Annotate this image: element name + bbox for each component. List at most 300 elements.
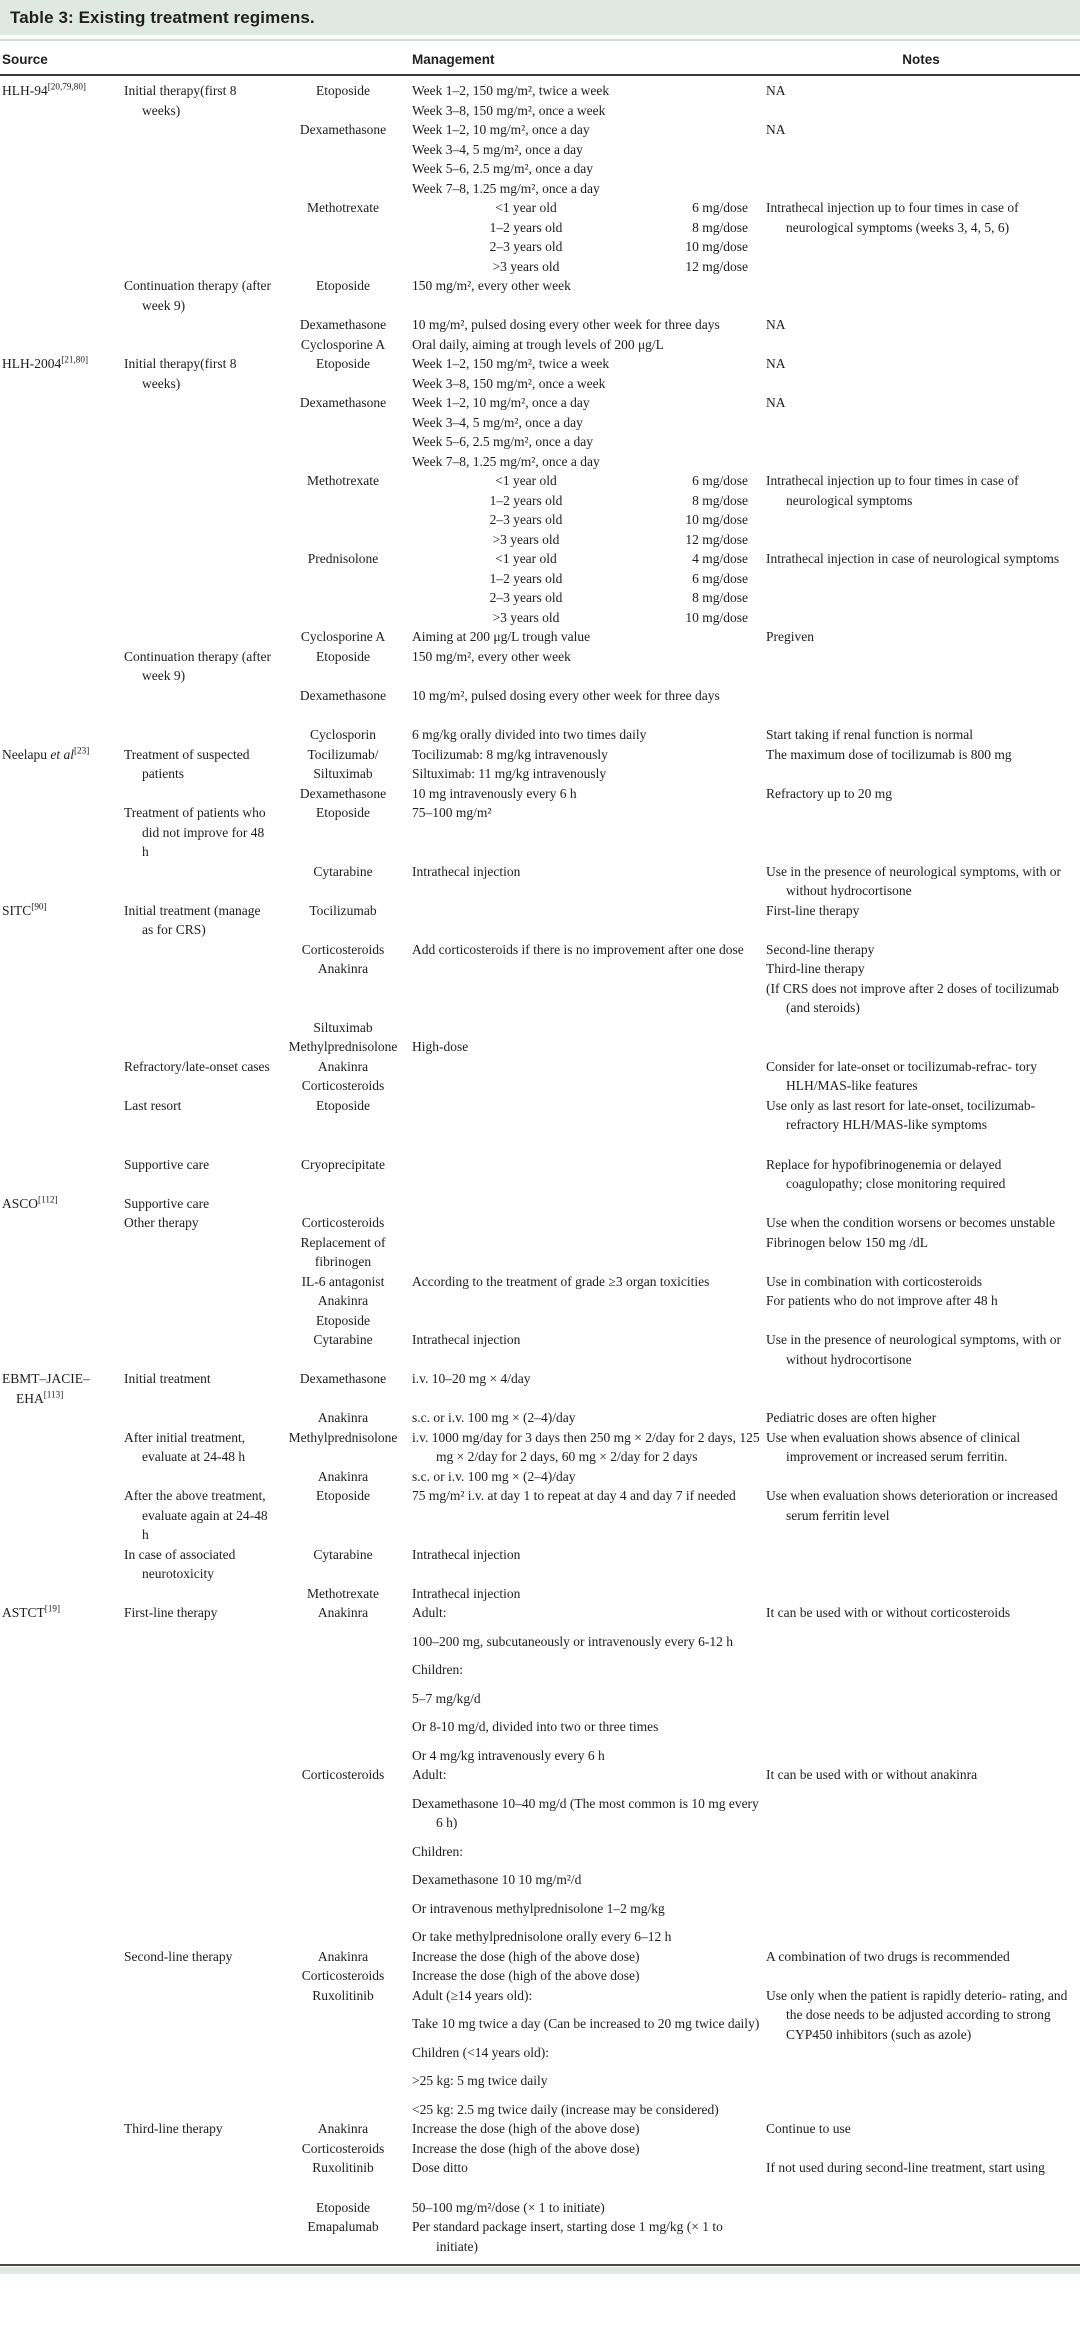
notes-cell (766, 2139, 1076, 2159)
notes-cell (766, 471, 1076, 549)
age-label: <1 year old (495, 551, 557, 566)
note-text: Use in combination with corticosteroids (766, 1273, 982, 1289)
management-cell (412, 1408, 760, 1428)
source-cell (2, 1291, 118, 1311)
drug-name: Anakinra (317, 1410, 369, 1425)
management-text: Or 4 mg/kg intravenously every 6 h (412, 1747, 605, 1763)
source-cell (2, 549, 118, 627)
management-text: 150 mg/m², every other week (412, 648, 571, 664)
notes-cell (766, 784, 1076, 804)
drug-name: Dexamethasone (299, 687, 387, 703)
source-cell: ASCO[112] (2, 1194, 58, 1211)
source-cell (2, 627, 118, 647)
phase-cell (124, 1291, 274, 1311)
drug-name: Prednisolone (307, 551, 379, 566)
source-cell (2, 2158, 118, 2178)
drug-name: Methotrexate (307, 200, 379, 215)
column-header-management: Management (412, 52, 495, 67)
drug-cell (280, 1213, 406, 1233)
phase-cell: After the above treatment, evaluate again at 24-48 h (124, 1488, 268, 1542)
management-text: Children: (412, 1843, 463, 1859)
table-row (2, 1947, 1078, 1967)
note-text: Use only when the patient is rapidly deterio- rating, and the dose needs to be adjusted according to strong CYP450 inhibitors (such as azole) (766, 1987, 1068, 2042)
management-text: s.c. or i.v. 100 mg × (2–4)/day (412, 1410, 576, 1425)
table-row (2, 745, 1078, 784)
dose-value: 6 mg/dose (692, 570, 748, 586)
table-row (2, 1545, 1078, 1584)
source-reference: [90] (31, 901, 47, 911)
management-text: According to the treatment of grade ≥3 organ toxicities (412, 1273, 710, 1289)
management-text: Increase the dose (high of the above dose) (412, 1948, 640, 1964)
drug-name: fibrinogen (314, 1254, 372, 1269)
notes-cell (766, 647, 1076, 686)
management-text: Tocilizumab: 8 mg/kg intravenously (412, 746, 608, 762)
phase-cell (124, 1986, 274, 2120)
source-reference: [19] (44, 1603, 61, 1614)
phase-cell (124, 1584, 274, 1604)
source-cell (2, 1096, 118, 1135)
drug-name: Anakinra (317, 2121, 369, 2136)
table-row (2, 354, 1078, 393)
drug-cell (280, 1966, 406, 1986)
drug-name: Corticosteroids (301, 1968, 385, 1983)
table-row (2, 627, 1078, 647)
drug-name: Cyclosporine A (300, 629, 386, 644)
source-cell (2, 1213, 118, 1233)
management-cell (412, 1986, 760, 2120)
source-cell (2, 315, 118, 335)
table-row (2, 2217, 1078, 2256)
phase-cell (124, 471, 274, 549)
table-row (2, 2119, 1078, 2139)
note-text: It can be used with or without anakinra (766, 1767, 978, 1782)
note-text: NA (766, 356, 786, 371)
notes-cell (766, 1584, 1076, 1604)
management-text: Add corticosteroids if there is no improvement after one dose (412, 941, 744, 957)
notes-cell (766, 901, 1076, 940)
management-text: Week 1–2, 150 mg/m², twice a week (412, 83, 610, 98)
table-row (2, 1986, 1078, 2120)
management-cell (412, 647, 760, 686)
drug-name: Ruxolitinib (312, 1987, 374, 2003)
drug-cell (280, 276, 406, 315)
management-text: Week 7–8, 1.25 mg/m², once a day (412, 180, 600, 196)
phase-cell: Initial therapy(first 8 weeks) (124, 83, 237, 118)
management-cell (412, 1213, 760, 1233)
drug-name: Corticosteroids (301, 1078, 385, 1093)
management-cell (412, 940, 760, 960)
table-row (2, 1486, 1078, 1545)
management-cell (412, 81, 760, 120)
note-text: Start taking if renal function is normal (766, 727, 973, 742)
source-cell (2, 1311, 118, 1331)
drug-name: Cryoprecipitate (301, 1156, 385, 1172)
dose-value: 6 mg/dose (692, 473, 748, 488)
management-text: >25 kg: 5 mg twice daily (412, 2073, 548, 2088)
table-row (2, 862, 1078, 901)
drug-cell (280, 1369, 406, 1408)
management-cell (412, 862, 760, 901)
table-row (2, 1765, 1078, 1947)
table-row (2, 393, 1078, 471)
table-row (2, 1096, 1078, 1135)
management-text: Increase the dose (high of the above dose) (412, 2140, 640, 2156)
note-text: It can be used with or without corticosteroids (766, 1605, 1011, 1620)
note-text: Third-line therapy (766, 961, 865, 976)
drug-cell (280, 549, 406, 627)
row-gap (2, 1135, 1078, 1155)
notes-cell (766, 198, 1076, 276)
table-row (2, 686, 1078, 706)
note-text: Consider for late-onset or tocilizumab-refrac- tory HLH/MAS-like features (766, 1058, 1038, 1093)
phase-cell (124, 1037, 274, 1057)
management-cell (412, 959, 760, 1018)
drug-cell (280, 959, 406, 1018)
notes-cell (766, 1018, 1076, 1038)
phase-cell: Initial therapy(first 8 weeks) (124, 356, 237, 391)
notes-cell (766, 393, 1076, 471)
table-row (2, 803, 1078, 862)
dose-value: 6 mg/dose (692, 200, 748, 215)
source-cell (2, 1272, 118, 1292)
management-cell (412, 276, 760, 315)
note-text: Fibrinogen below 150 mg /dL (766, 1234, 928, 1250)
drug-name: Etoposide (316, 1488, 370, 1503)
drug-name: Cyclosporine A (300, 336, 386, 352)
source-cell (2, 1037, 118, 1057)
drug-name: Etoposide (316, 83, 370, 98)
management-cell (412, 471, 760, 549)
dose-value: 8 mg/dose (692, 590, 748, 605)
table-row (2, 2198, 1078, 2218)
table-row (2, 1369, 1078, 1408)
note-text: Pregiven (766, 629, 814, 644)
age-label: 2–3 years old (489, 239, 563, 254)
drug-name: Anakinra (317, 1948, 369, 1964)
notes-cell (766, 1603, 1076, 1765)
table-row (2, 1311, 1078, 1331)
table-row (2, 1584, 1078, 1604)
drug-name: Corticosteroids (301, 1767, 385, 1782)
source-cell (2, 686, 118, 706)
drug-cell (280, 1584, 406, 1604)
source-reference: [21,80] (61, 354, 88, 365)
management-text: 10 mg/m², pulsed dosing every other week for three days (412, 687, 720, 703)
notes-cell (766, 1330, 1076, 1369)
table-row (2, 549, 1078, 627)
note-text: First-line therapy (766, 902, 860, 918)
age-dose-list (412, 549, 760, 627)
management-text: Week 3–8, 150 mg/m², once a week (412, 102, 606, 118)
phase-cell (124, 315, 274, 335)
notes-cell (766, 2198, 1076, 2218)
phase-cell: Third-line therapy (124, 2121, 223, 2136)
drug-cell (280, 1233, 406, 1272)
notes-cell (766, 1966, 1076, 1986)
table-row (2, 1467, 1078, 1487)
drug-name: Etoposide (316, 805, 370, 820)
note-text: Intrathecal injection up to four times in case of neurological symptoms (weeks 3, 4, 5, 6) (766, 200, 1019, 235)
notes-cell (766, 1057, 1076, 1096)
drug-name: Anakinra (317, 1058, 369, 1074)
phase-cell (124, 1330, 274, 1369)
table-bottom-divider (0, 2264, 1080, 2266)
phase-cell (124, 627, 274, 647)
phase-cell (124, 335, 274, 355)
source-cell (2, 1233, 118, 1272)
management-text: 5–7 mg/kg/d (412, 1690, 481, 1706)
phase-cell: First-line therapy (124, 1605, 218, 1620)
phase-cell: Other therapy (124, 1215, 199, 1230)
phase-cell (124, 959, 274, 1018)
management-cell (412, 627, 760, 647)
drug-cell (280, 1155, 406, 1194)
note-text: Pediatric doses are often higher (766, 1410, 937, 1425)
phase-cell (124, 1765, 274, 1947)
table-body (0, 76, 1080, 2264)
management-text: Increase the dose (high of the above dose) (412, 1968, 640, 1983)
drug-cell (280, 335, 406, 355)
notes-cell (766, 1213, 1076, 1233)
management-text: Take 10 mg twice a day (Can be increased to 20 mg twice daily) (412, 2016, 760, 2031)
source-reference: [112] (38, 1194, 58, 1204)
source-cell (2, 2198, 118, 2218)
management-text: Per standard package insert, starting dose 1 mg/kg (× 1 to initiate) (412, 2219, 723, 2254)
source-cell (2, 725, 118, 745)
phase-cell: Supportive care (124, 1195, 210, 1211)
drug-cell (280, 1486, 406, 1545)
drug-name: Dexamethasone (299, 1371, 387, 1386)
column-header-source: Source (2, 52, 48, 67)
source-cell: HLH-2004[21,80] (2, 354, 88, 371)
age-label: 2–3 years old (489, 512, 563, 527)
management-cell (412, 198, 760, 276)
source-cell (2, 1428, 118, 1467)
drug-cell (280, 784, 406, 804)
age-dose-list (412, 198, 760, 276)
phase-cell (124, 1233, 274, 1272)
phase-cell: Supportive care (124, 1156, 210, 1172)
drug-name: Siltuximab (313, 766, 373, 781)
notes-cell (766, 959, 1076, 1018)
note-text: Replace for hypofibrinogenemia or delayed coagulopathy; close monitoring required (766, 1156, 1006, 1191)
management-cell (412, 1584, 760, 1604)
notes-cell (766, 1467, 1076, 1487)
source-cell (2, 940, 118, 960)
source-cell (2, 276, 118, 315)
notes-cell (766, 315, 1076, 335)
table-header-row (0, 41, 1080, 74)
notes-cell (766, 1369, 1076, 1408)
drug-cell (280, 862, 406, 901)
phase-cell (124, 2158, 274, 2178)
notes-cell (766, 1947, 1076, 1967)
note-text: If not used during second-line treatment, start using (766, 2160, 1045, 2175)
age-label: 1–2 years old (489, 219, 563, 235)
management-text: Intrathecal injection (412, 1546, 521, 1562)
column-header-notes: Notes (902, 52, 940, 67)
notes-cell (766, 1311, 1076, 1331)
drug-cell (280, 2139, 406, 2159)
drug-cell (280, 354, 406, 393)
note-text: NA (766, 122, 786, 137)
drug-name: Dexamethasone (299, 317, 387, 332)
age-dose-list (412, 471, 760, 549)
management-text: Week 1–2, 150 mg/m², twice a week (412, 356, 610, 371)
dose-value: 12 mg/dose (685, 531, 748, 547)
phase-cell (124, 940, 274, 960)
management-cell (412, 315, 760, 335)
source-cell (2, 862, 118, 901)
note-text: (If CRS does not improve after 2 doses of tocilizumab (and steroids) (766, 980, 1059, 1015)
notes-cell (766, 745, 1076, 784)
table-row (2, 198, 1078, 276)
table-row (2, 784, 1078, 804)
management-text: Adult: (412, 1605, 447, 1620)
management-cell (412, 1428, 760, 1467)
phase-cell (124, 1467, 274, 1487)
drug-cell (280, 1765, 406, 1947)
header-spacer-1 (124, 52, 274, 67)
drug-name: Tocilizumab/ (307, 746, 379, 762)
notes-cell (766, 940, 1076, 960)
management-cell (412, 2139, 760, 2159)
drug-cell (280, 1291, 406, 1311)
source-cell (2, 1155, 118, 1194)
table-row (2, 940, 1078, 960)
age-label: >3 years old (492, 258, 560, 274)
drug-name: Anakinra (317, 1468, 369, 1484)
management-cell (412, 354, 760, 393)
drug-cell (280, 1428, 406, 1467)
management-text: 10 mg/m², pulsed dosing every other week for three days (412, 317, 720, 332)
table-row (2, 2139, 1078, 2159)
management-cell (412, 1194, 760, 1214)
management-text: Week 7–8, 1.25 mg/m², once a day (412, 453, 600, 469)
notes-cell (766, 1428, 1076, 1467)
notes-cell (766, 1155, 1076, 1194)
notes-cell (766, 862, 1076, 901)
notes-cell (766, 2158, 1076, 2178)
dose-value: 10 mg/dose (685, 512, 748, 527)
note-text: Refractory up to 20 mg (766, 785, 892, 801)
management-cell (412, 549, 760, 627)
management-text: 10 mg intravenously every 6 h (412, 785, 577, 801)
phase-cell (124, 1408, 274, 1428)
drug-name: Corticosteroids (301, 1215, 385, 1230)
notes-cell (766, 803, 1076, 862)
drug-cell (280, 1603, 406, 1765)
source-cell (2, 1986, 118, 2120)
table-row (2, 1428, 1078, 1467)
drug-cell (280, 2119, 406, 2139)
source-cell (2, 1765, 118, 1947)
source-cell (2, 2139, 118, 2159)
notes-cell (766, 1096, 1076, 1135)
notes-cell (766, 2119, 1076, 2139)
age-label: 1–2 years old (489, 570, 563, 586)
age-label: >3 years old (492, 609, 560, 625)
source-cell (2, 784, 118, 804)
notes-cell (766, 354, 1076, 393)
phase-cell (124, 2217, 274, 2256)
table-title: Table 3: Existing treatment regimens. (0, 0, 1080, 35)
phase-cell: In case of associated neurotoxicity (124, 1546, 236, 1581)
management-text: Week 3–4, 5 mg/m², once a day (412, 141, 583, 157)
note-text: Intrathecal injection in case of neurological symptoms (766, 551, 1060, 566)
notes-cell (766, 1545, 1076, 1584)
dose-value: 10 mg/dose (685, 239, 748, 254)
note-text: Intrathecal injection up to four times in case of neurological symptoms (766, 473, 1019, 508)
management-cell (412, 2217, 760, 2256)
drug-cell (280, 315, 406, 335)
drug-cell (280, 1057, 406, 1096)
notes-cell (766, 120, 1076, 198)
management-text: 50–100 mg/m²/dose (× 1 to initiate) (412, 2199, 605, 2215)
drug-cell (280, 1311, 406, 1331)
table-row (2, 1408, 1078, 1428)
management-cell (412, 1765, 760, 1947)
drug-name: Methylprednisolone (288, 1429, 398, 1445)
notes-cell (766, 335, 1076, 355)
note-text: NA (766, 395, 786, 410)
management-text: 100–200 mg, subcutaneously or intravenously every 6-12 h (412, 1633, 733, 1649)
source-cell: HLH-94[20,79,80] (2, 81, 86, 98)
source-cell (2, 393, 118, 471)
management-text: Adult: (412, 1767, 447, 1782)
table-row (2, 471, 1078, 549)
header-spacer-2 (280, 52, 406, 67)
note-text: Use when evaluation shows deterioration or increased serum ferritin level (766, 1488, 1058, 1523)
management-text: Week 3–4, 5 mg/m², once a day (412, 414, 583, 430)
table-row (2, 335, 1078, 355)
drug-cell (280, 1330, 406, 1369)
source-cell (2, 1057, 118, 1096)
management-text: Or intravenous methylprednisolone 1–2 mg/kg (412, 1900, 665, 1916)
phase-cell: Last resort (124, 1097, 182, 1113)
note-text: Use when evaluation shows absence of clinical improvement or increased serum ferritin. (766, 1429, 1021, 1464)
drug-cell (280, 120, 406, 198)
management-text: Week 1–2, 10 mg/m², once a day (412, 122, 590, 137)
drug-name: Dexamethasone (299, 395, 387, 410)
phase-cell (124, 198, 274, 276)
table-row (2, 315, 1078, 335)
table-row (2, 1057, 1078, 1096)
source-cell (2, 2217, 118, 2256)
management-text: Dose ditto (412, 2160, 468, 2175)
management-cell (412, 725, 760, 745)
table-row (2, 901, 1078, 940)
phase-cell (124, 393, 274, 471)
dose-value: 12 mg/dose (685, 258, 748, 274)
management-cell (412, 803, 760, 862)
dose-value: 8 mg/dose (692, 219, 748, 235)
note-text: NA (766, 317, 786, 332)
phase-cell (124, 784, 274, 804)
age-label: 2–3 years old (489, 590, 563, 605)
drug-name: Anakinra (317, 1605, 369, 1620)
drug-name: IL-6 antagonist (301, 1273, 385, 1289)
note-text: Continue to use (766, 2121, 851, 2136)
source-cell (2, 198, 118, 276)
phase-cell (124, 120, 274, 198)
drug-name: Siltuximab (313, 1019, 373, 1035)
phase-cell (124, 1018, 274, 1038)
dose-value: 4 mg/dose (692, 551, 748, 566)
table-row (2, 1194, 1078, 1214)
source-cell (2, 1408, 118, 1428)
age-label: <1 year old (495, 200, 557, 215)
